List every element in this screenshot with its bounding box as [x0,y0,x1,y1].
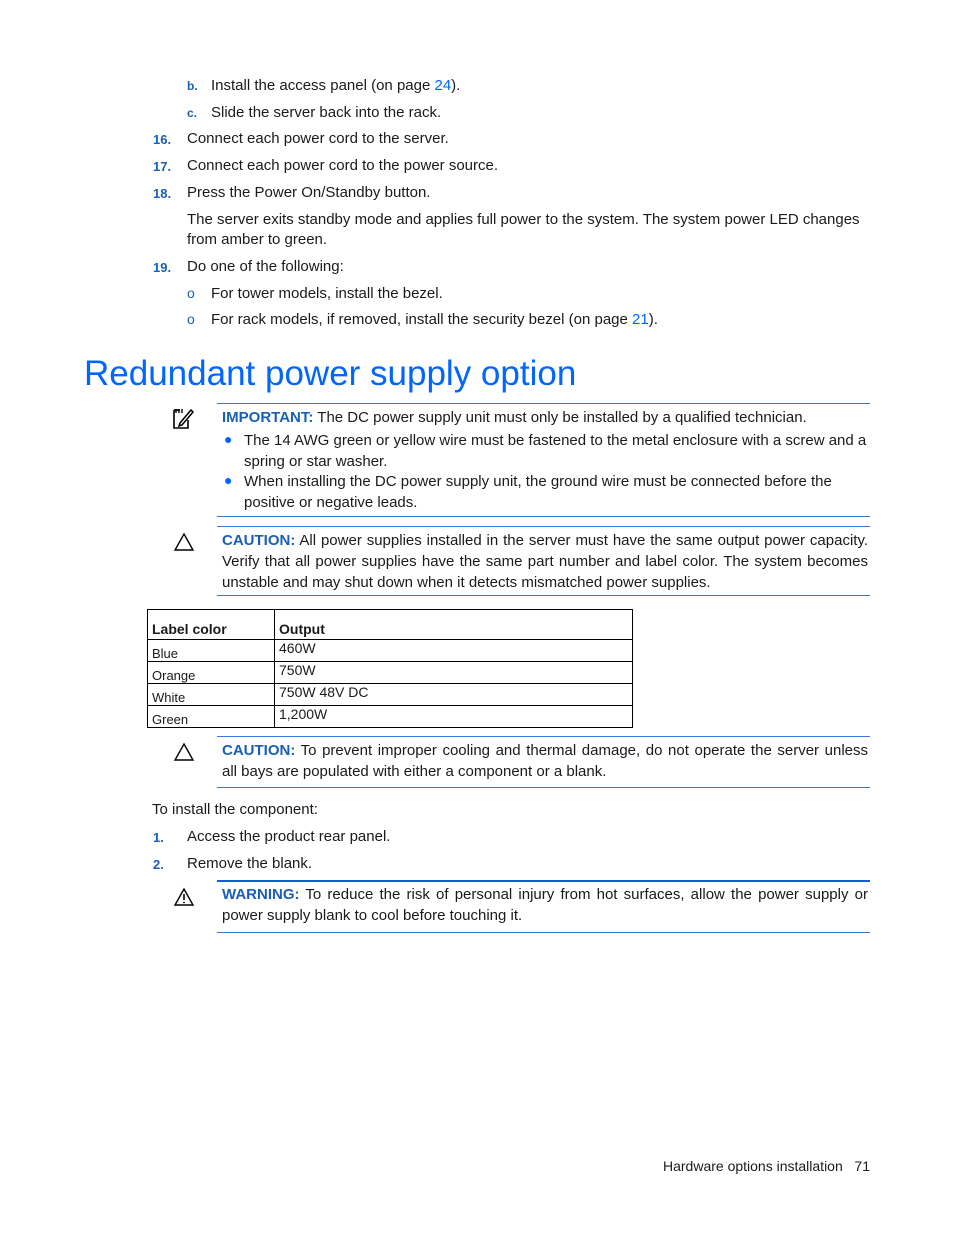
important-text [222,407,868,428]
table-cell-output: 750W 48V DC [275,684,633,706]
warning-rule-bottom [217,932,870,933]
important-bullet-2: ● [224,472,233,488]
option-bullet-1: o [187,285,195,301]
table-cell-color: Green [148,706,275,728]
step-marker-2: 2. [153,857,164,872]
important-bullet-2-text: When installing the DC power supply unit, the ground wire must be connected before the positive or negative leads. [244,473,832,511]
table-header-label-color: Label color [148,610,275,640]
caution1-body: All power supplies installed in the server must have the same output power capacity. Verify that all power supplies have the same part number and label color. The system becomes unstable and may shut down when it detects mismatched power supplies. [222,532,868,591]
table-cell-color: Blue [148,640,275,662]
label-color-table [147,609,633,728]
step-18-detail: The server exits standby mode and applies full power to the system. The system power LED changes from amber to green. [187,211,860,248]
caution2-label: CAUTION: [222,742,296,759]
option-bullet-2: o [187,311,195,327]
step-marker-18: 18. [153,186,172,201]
page-link-24[interactable]: 24 [434,77,452,94]
step-16-text: Connect each power cord to the server. [187,130,449,147]
caution2-text [222,740,868,782]
table-row [148,640,633,662]
step-19-text: Do one of the following: [187,258,344,275]
important-rule-bottom [217,516,870,517]
step-marker-b: b. [187,79,198,93]
caution-icon [173,532,195,552]
warning-rule-top [217,880,870,882]
table-cell-color: Orange [148,662,275,684]
step-marker-17: 17. [153,159,172,174]
caution2-body: To prevent improper cooling and thermal damage, do not operate the server unless all bays are populated with either a component or a blank. [222,742,868,780]
section-title: Redundant power supply option [84,354,577,393]
table-cell-color: White [148,684,275,706]
step-marker-16: 16. [153,132,172,147]
install-intro: To install the component: [152,801,318,818]
table-header-row [148,610,633,640]
footer-section: Hardware options installation [662,1158,843,1174]
caution1-text [222,530,868,593]
step-b-text-after: ). [451,77,461,94]
option-rack-text [211,310,658,330]
table-row [148,662,633,684]
footer-page-number: 71 [854,1158,870,1174]
important-label: IMPORTANT: [222,409,314,426]
step-17-text: Connect each power cord to the power source. [187,157,499,174]
install-step-2-text: Remove the blank. [187,855,313,872]
important-bullet-1: ● [224,431,233,447]
important-note-icon [171,406,195,430]
caution1-rule-top [217,526,870,527]
step-marker-19: 19. [153,260,172,275]
important-bullet-1-text: The 14 AWG green or yellow wire must be fastened to the metal enclosure with a screw and a spring or star washer. [244,432,867,470]
install-step-1-text: Access the product rear panel. [187,828,391,845]
warning-label: WARNING: [222,886,300,903]
table-header-output: Output [275,610,633,640]
step-marker-1: 1. [153,830,164,845]
warning-body: To reduce the risk of personal injury from hot surfaces, allow the power supply or power supply blank to cool before touching it. [222,886,868,924]
step-18-text: Press the Power On/Standby button. [187,184,431,201]
table-row [148,706,633,728]
option-tower-text: For tower models, install the bezel. [211,285,443,302]
caution2-rule-bottom [217,787,870,788]
warning-text [222,884,868,926]
step-b-text-before: Install the access panel (on page [211,77,435,94]
table-cell-output: 750W [275,662,633,684]
table-cell-output: 460W [275,640,633,662]
step-c-text: Slide the server back into the rack. [211,104,442,121]
caution1-label: CAUTION: [222,532,296,549]
important-rule-top [217,403,870,404]
table-row [148,684,633,706]
option-rack-text-before: For rack models, if removed, install the security bezel (on page [211,311,633,328]
caution-icon [173,742,195,762]
page-footer [560,1158,870,1174]
step-marker-c: c. [187,106,198,120]
warning-icon [173,887,195,907]
caution2-rule-top [217,736,870,737]
table-cell-output: 1,200W [275,706,633,728]
option-rack-text-after: ). [648,311,658,328]
step-b-text [211,76,460,96]
page-link-21[interactable]: 21 [632,311,649,328]
important-body: The DC power supply unit must only be installed by a qualified technician. [313,409,807,426]
caution1-rule-bottom [217,595,870,596]
